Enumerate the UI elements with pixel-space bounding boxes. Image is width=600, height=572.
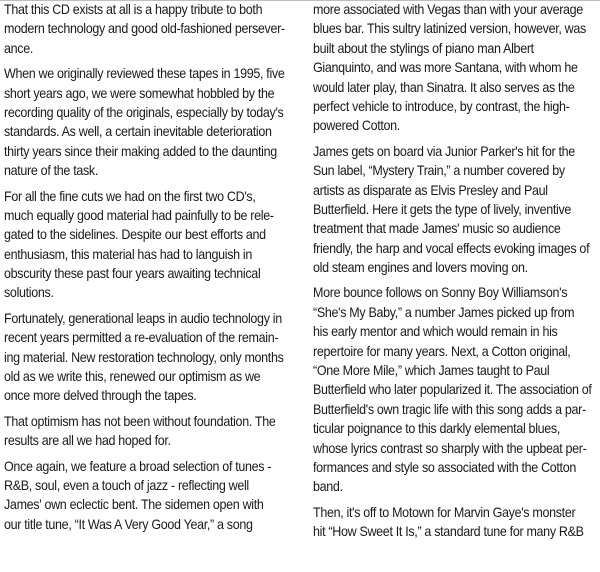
text-line: ing material. New restoration technology, only months	[4, 349, 284, 365]
text-line: Butterfield's own tragic life with this song adds a par-	[313, 401, 586, 417]
paragraph	[4, 0, 296, 58]
text-line: For all the fine cuts we had on the first two CD's,	[4, 188, 256, 204]
paragraph	[313, 503, 599, 542]
paragraph	[4, 64, 296, 180]
text-line: artists as disparate as Elvis Presley and Paul	[313, 182, 548, 198]
text-line: Then, it's off to Motown for Marvin Gaye's monster	[313, 504, 576, 520]
paragraph	[4, 187, 296, 303]
text-line: When we originally reviewed these tapes in 1995, five	[4, 66, 285, 82]
text-line: perfect vehicle to introduce, by contrast, the high-	[313, 98, 570, 114]
text-line: our title tune, “It Was A Very Good Year,” a song	[4, 516, 253, 532]
left-column	[4, 0, 296, 534]
text-line: ticular poignance to this darkly elemental blues,	[313, 421, 561, 437]
text-line: R&B, soul, even a touch of jazz - reflecting well	[4, 477, 249, 493]
paragraph	[313, 0, 599, 136]
text-line: Sun label, “Mystery Train,” a number covered by	[313, 163, 565, 179]
text-line: solutions.	[4, 285, 54, 301]
text-line: thirty years since their making added to the daunting	[4, 143, 277, 159]
text-line: recent years permitted a re-evaluation of the remain-	[4, 330, 279, 346]
paragraph	[4, 412, 296, 451]
text-line: hit “How Sweet It Is,” a standard tune for many R&B	[313, 524, 584, 540]
text-line: That this CD exists at all is a happy tribute to both	[4, 2, 263, 17]
text-line: James' own eclectic bent. The sidemen open with	[4, 497, 264, 513]
paragraph	[4, 309, 296, 406]
text-line: much equally good material had painfully to be rele-	[4, 207, 274, 223]
text-line: modern technology and good old-fashioned persever-	[4, 21, 285, 37]
text-line: Butterfield. Here it gets the type of lively, inventive	[313, 201, 572, 217]
text-line: Gianquinto, and was more Santana, with whom he	[313, 60, 578, 76]
text-line: Once again, we feature a broad selection of tunes -	[4, 458, 272, 474]
right-column	[313, 0, 599, 542]
text-line: formances and style so associated with the Cotton	[313, 459, 576, 475]
text-line: More bounce follows on Sonny Boy Williamson's	[313, 285, 568, 301]
paragraph	[4, 457, 296, 535]
text-line: once more delved through the tapes.	[4, 388, 197, 404]
text-line: old steam engines and lovers moving on.	[313, 260, 528, 276]
text-line: Butterfield who later popularized it. The association of	[313, 382, 592, 398]
text-line: enthusiasm, this material has had to languish in	[4, 246, 253, 262]
text-line: friendly, the harp and vocal effects evoking images of	[313, 240, 590, 256]
text-line: old as we write this, renewed our optimism as we	[4, 369, 261, 385]
text-line: nature of the task.	[4, 163, 98, 179]
text-line: powered Cotton.	[313, 118, 400, 134]
text-line: James gets on board via Junior Parker's hit for the	[313, 143, 575, 159]
text-line: his early mentor and which would remain in his	[313, 324, 558, 340]
text-line: recording quality of the originals, especially by today's	[4, 104, 284, 120]
text-line: would later play, than Sinatra. It also serves as the	[313, 79, 575, 95]
text-line: “One More Mile,” which James taught to Paul	[313, 363, 550, 379]
paragraph	[313, 142, 599, 278]
text-line: whose lyrics contrast so sharply with the upbeat per-	[313, 440, 587, 456]
text-line: ance.	[4, 40, 33, 56]
text-line: blues bar. This sultry latinized version, however, was	[313, 21, 586, 37]
text-line: That optimism has not been without foundation. The	[4, 413, 276, 429]
text-line: “She's My Baby,” a number James picked up from	[313, 304, 575, 320]
text-line: standards. As well, a certain inevitable deterioration	[4, 124, 272, 140]
text-line: treatment that made James' music so audience	[313, 221, 561, 237]
text-line: built about the stylings of piano man Albert	[313, 40, 534, 56]
paragraph	[313, 283, 599, 496]
text-line: short years ago, we were somewhat hobbled by the	[4, 85, 275, 101]
text-line: results are all we had hoped for.	[4, 433, 171, 449]
text-line: repertoire for many years. Next, a Cotton original,	[313, 343, 571, 359]
text-line: band.	[313, 479, 343, 495]
text-line: obscurity these past four years awaiting technical	[4, 266, 261, 282]
text-line: gated to the sidelines. Despite our best efforts and	[4, 227, 266, 243]
text-line: more associated with Vegas than with your average	[313, 2, 583, 17]
text-line: Fortunately, generational leaps in audio technology in	[4, 310, 282, 326]
